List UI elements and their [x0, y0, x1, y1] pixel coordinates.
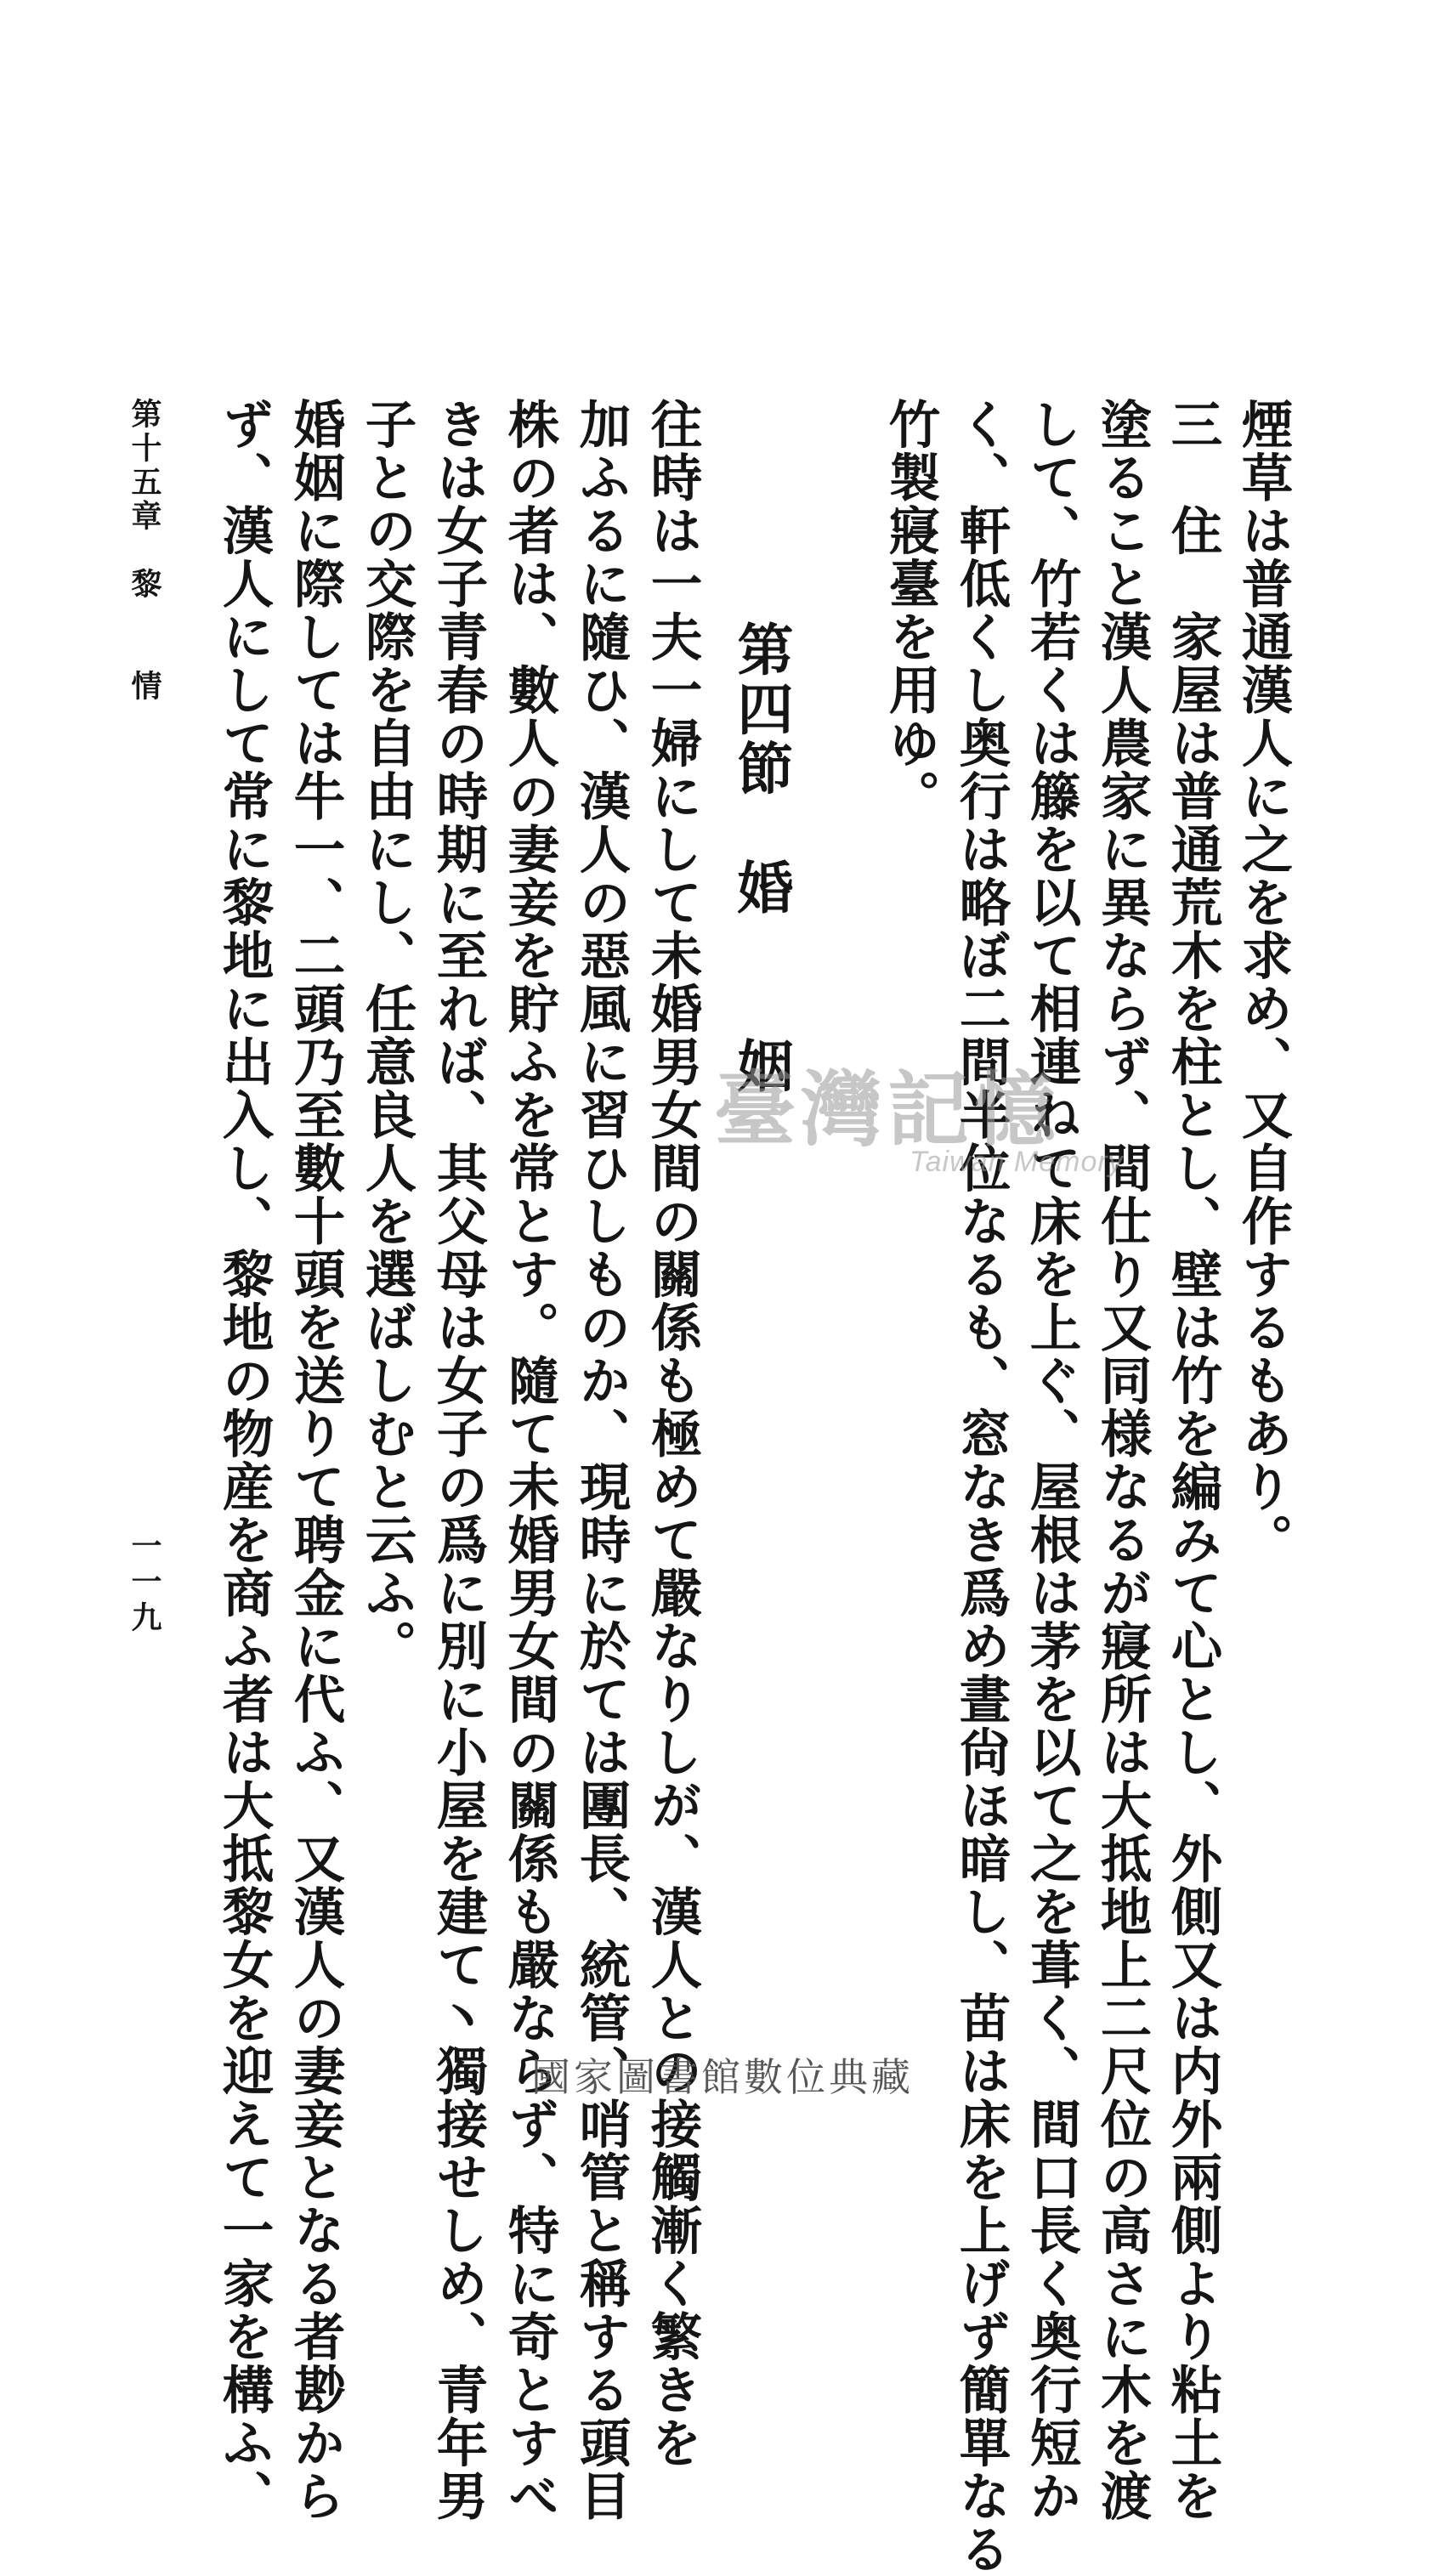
watermark: [714, 1045, 1156, 1190]
text-column-8: 加ふるに隨ひ、漢人の惡風に習ひしものか、現時に於ては團長、統管、哨管と稱する頭目: [570, 398, 632, 2522]
text-column-2: 三 住 家屋は普通荒木を柱とし、壁は竹を編みて心とし、外側又は内外兩側より粘土を: [1162, 398, 1223, 2522]
text-column-12: 婚姻に際しては牛一、二頭乃至數十頭を送りて聘金に代ふ、又漢人の妻妾となる者尠から: [285, 398, 346, 2522]
watermark-text: 臺灣記憶: [714, 1062, 1061, 1158]
running-head: 第十五章 黎 情: [127, 398, 162, 704]
text-column-9: 株の者は、數人の妻妾を貯ふを常とす。隨て未婚男女間の關係も嚴ならず、特に奇とすべ: [499, 398, 560, 2522]
text-column-3: 塗ること漢人農家に異ならず、間仕り又同様なるが寢所は大抵地上二尺位の高さに木を渡: [1091, 398, 1153, 2522]
text-column-11: 子との交際を自由にし、任意良人を選ばしむと云ふ。: [356, 398, 417, 1673]
watermark-latin: Taiwan Memory: [910, 1146, 1124, 1178]
footer-caption: 國家圖書館數位典藏: [531, 2054, 914, 2100]
text-column-1: 煙草は普通漢人に之を求め、又自作するもあり。: [1232, 398, 1294, 1566]
text-column-5: く、軒低くし奥行は略ぼ二間半位なるも、窓なき爲め晝尙ほ暗し、苗は床を上げず簡單なる: [950, 398, 1012, 2576]
text-column-4: して、竹若くは籐を以て相連ねて床を上ぐ、屋根は茅を以て之を葺く、間口長く奥行短か: [1021, 398, 1082, 2522]
text-column-6: 竹製寢臺を用ゆ。: [880, 398, 941, 823]
page-number: 一一九: [127, 1530, 162, 1637]
section-heading: 第四節 婚 姻: [728, 620, 794, 1096]
text-column-10: きは女子青春の時期に至れば、其父母は女子の爲に別に小屋を建て丶獨接せしめ、青年男: [428, 398, 489, 2522]
text-column-13: ず、漢人にして常に黎地に出入し、黎地の物産を商ふ者は大抵黎女を迎えて一家を構ふ、: [213, 398, 275, 2522]
text-column-7: 往時は一夫一婦にして未婚男女間の關係も極めて嚴なりしが、漢人との接觸漸く繁きを: [642, 398, 703, 2470]
